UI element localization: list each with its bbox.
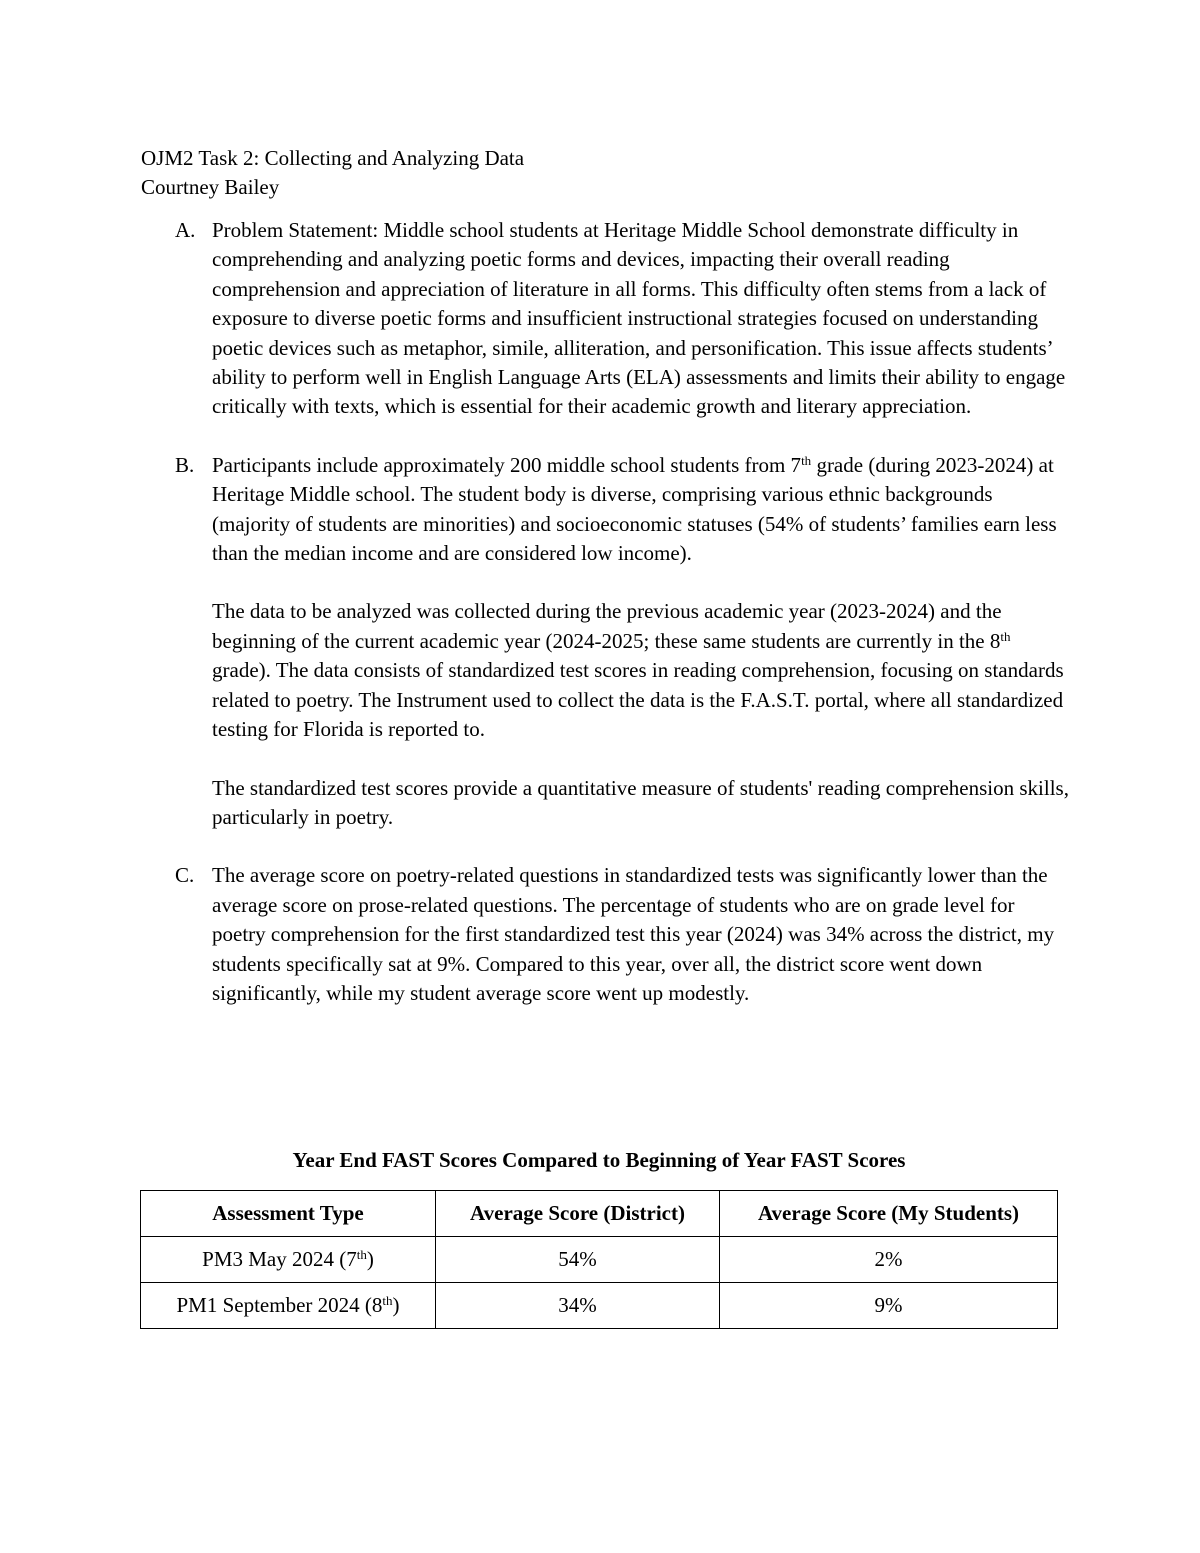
- document-header: [141, 144, 524, 202]
- district-score-cell: 34%: [436, 1283, 720, 1329]
- data-description-paragraph: The data to be analyzed was collected during the previous academic year (2023-2024) and the beginning of the current academic year (2024-2025; these same students are currently in the 8th grade). The data consists of standardized test scores in reading comprehension, focusing on standards related to poetry. The Instrument used to collect the data is the F.A.S.T. portal, where all standardized testing for Florida is reported to.: [212, 599, 1064, 742]
- table-row: [141, 1283, 1058, 1329]
- assessment-cell: PM1 September 2024 (8th): [141, 1283, 436, 1329]
- header-assessment-type: Assessment Type: [141, 1191, 436, 1237]
- header-my-students-score: Average Score (My Students): [720, 1191, 1058, 1237]
- section-b: [141, 451, 1071, 832]
- scores-table: [140, 1190, 1058, 1329]
- document-title: OJM2 Task 2: Collecting and Analyzing Data: [141, 146, 525, 170]
- participants-paragraph: Participants include approximately 200 middle school students from 7th grade (during 2023-2024) at Heritage Middle school. The student body is diverse, comprising various ethnic backgrounds (majority of students are minorities) and socioeconomic statuses (54% of students’ families earn less than the median income and are considered low income).: [212, 452, 1057, 566]
- table-row: [141, 1237, 1058, 1283]
- section-a: [141, 216, 1071, 422]
- table-title: Year End FAST Scores Compared to Beginning of Year FAST Scores: [292, 1148, 906, 1172]
- my-students-score-cell: 9%: [720, 1283, 1058, 1329]
- author-name: Courtney Bailey: [141, 175, 280, 199]
- section-list: [141, 216, 1071, 1008]
- district-score-cell: 54%: [436, 1237, 720, 1283]
- header-district-score: Average Score (District): [436, 1191, 720, 1237]
- section-a-marker: A.: [175, 218, 196, 242]
- section-c-marker: C.: [175, 863, 195, 888]
- problem-statement-paragraph: Problem Statement: Middle school students at Heritage Middle School demonstrate difficulty in comprehending and analyzing poetic forms and devices, impacting their overall reading comprehension and appreciation of literature in all forms. This difficulty often stems from a lack of exposure to diverse poetic forms and insufficient instructional strategies focused on understanding poetic devices such as metaphor, simile, alliteration, and personification. This issue affects students’ ability to perform well in English Language Arts (ELA) assessments and limits their ability to engage critically with texts, which is essential for their academic growth and literary appreciation.: [212, 218, 1066, 419]
- section-c: [141, 861, 1071, 1008]
- results-paragraph: The average score on poetry-related questions in standardized tests was significantly lower than the average score on prose-related questions. The percentage of students who are on grade level for poetry comprehension for the first standardized test this year (2024) was 34% across the district, my students specifically sat at 9%. Compared to this year, over all, the district score went down significantly, while my student average score went up modestly.: [212, 863, 1055, 1005]
- my-students-score-cell: 2%: [720, 1237, 1058, 1283]
- table-header-row: [141, 1191, 1058, 1237]
- section-b-marker: B.: [175, 452, 195, 477]
- measure-paragraph: The standardized test scores provide a quantitative measure of students' reading comprehension skills, particularly in poetry.: [212, 775, 1069, 829]
- assessment-cell: PM3 May 2024 (7th): [141, 1237, 436, 1283]
